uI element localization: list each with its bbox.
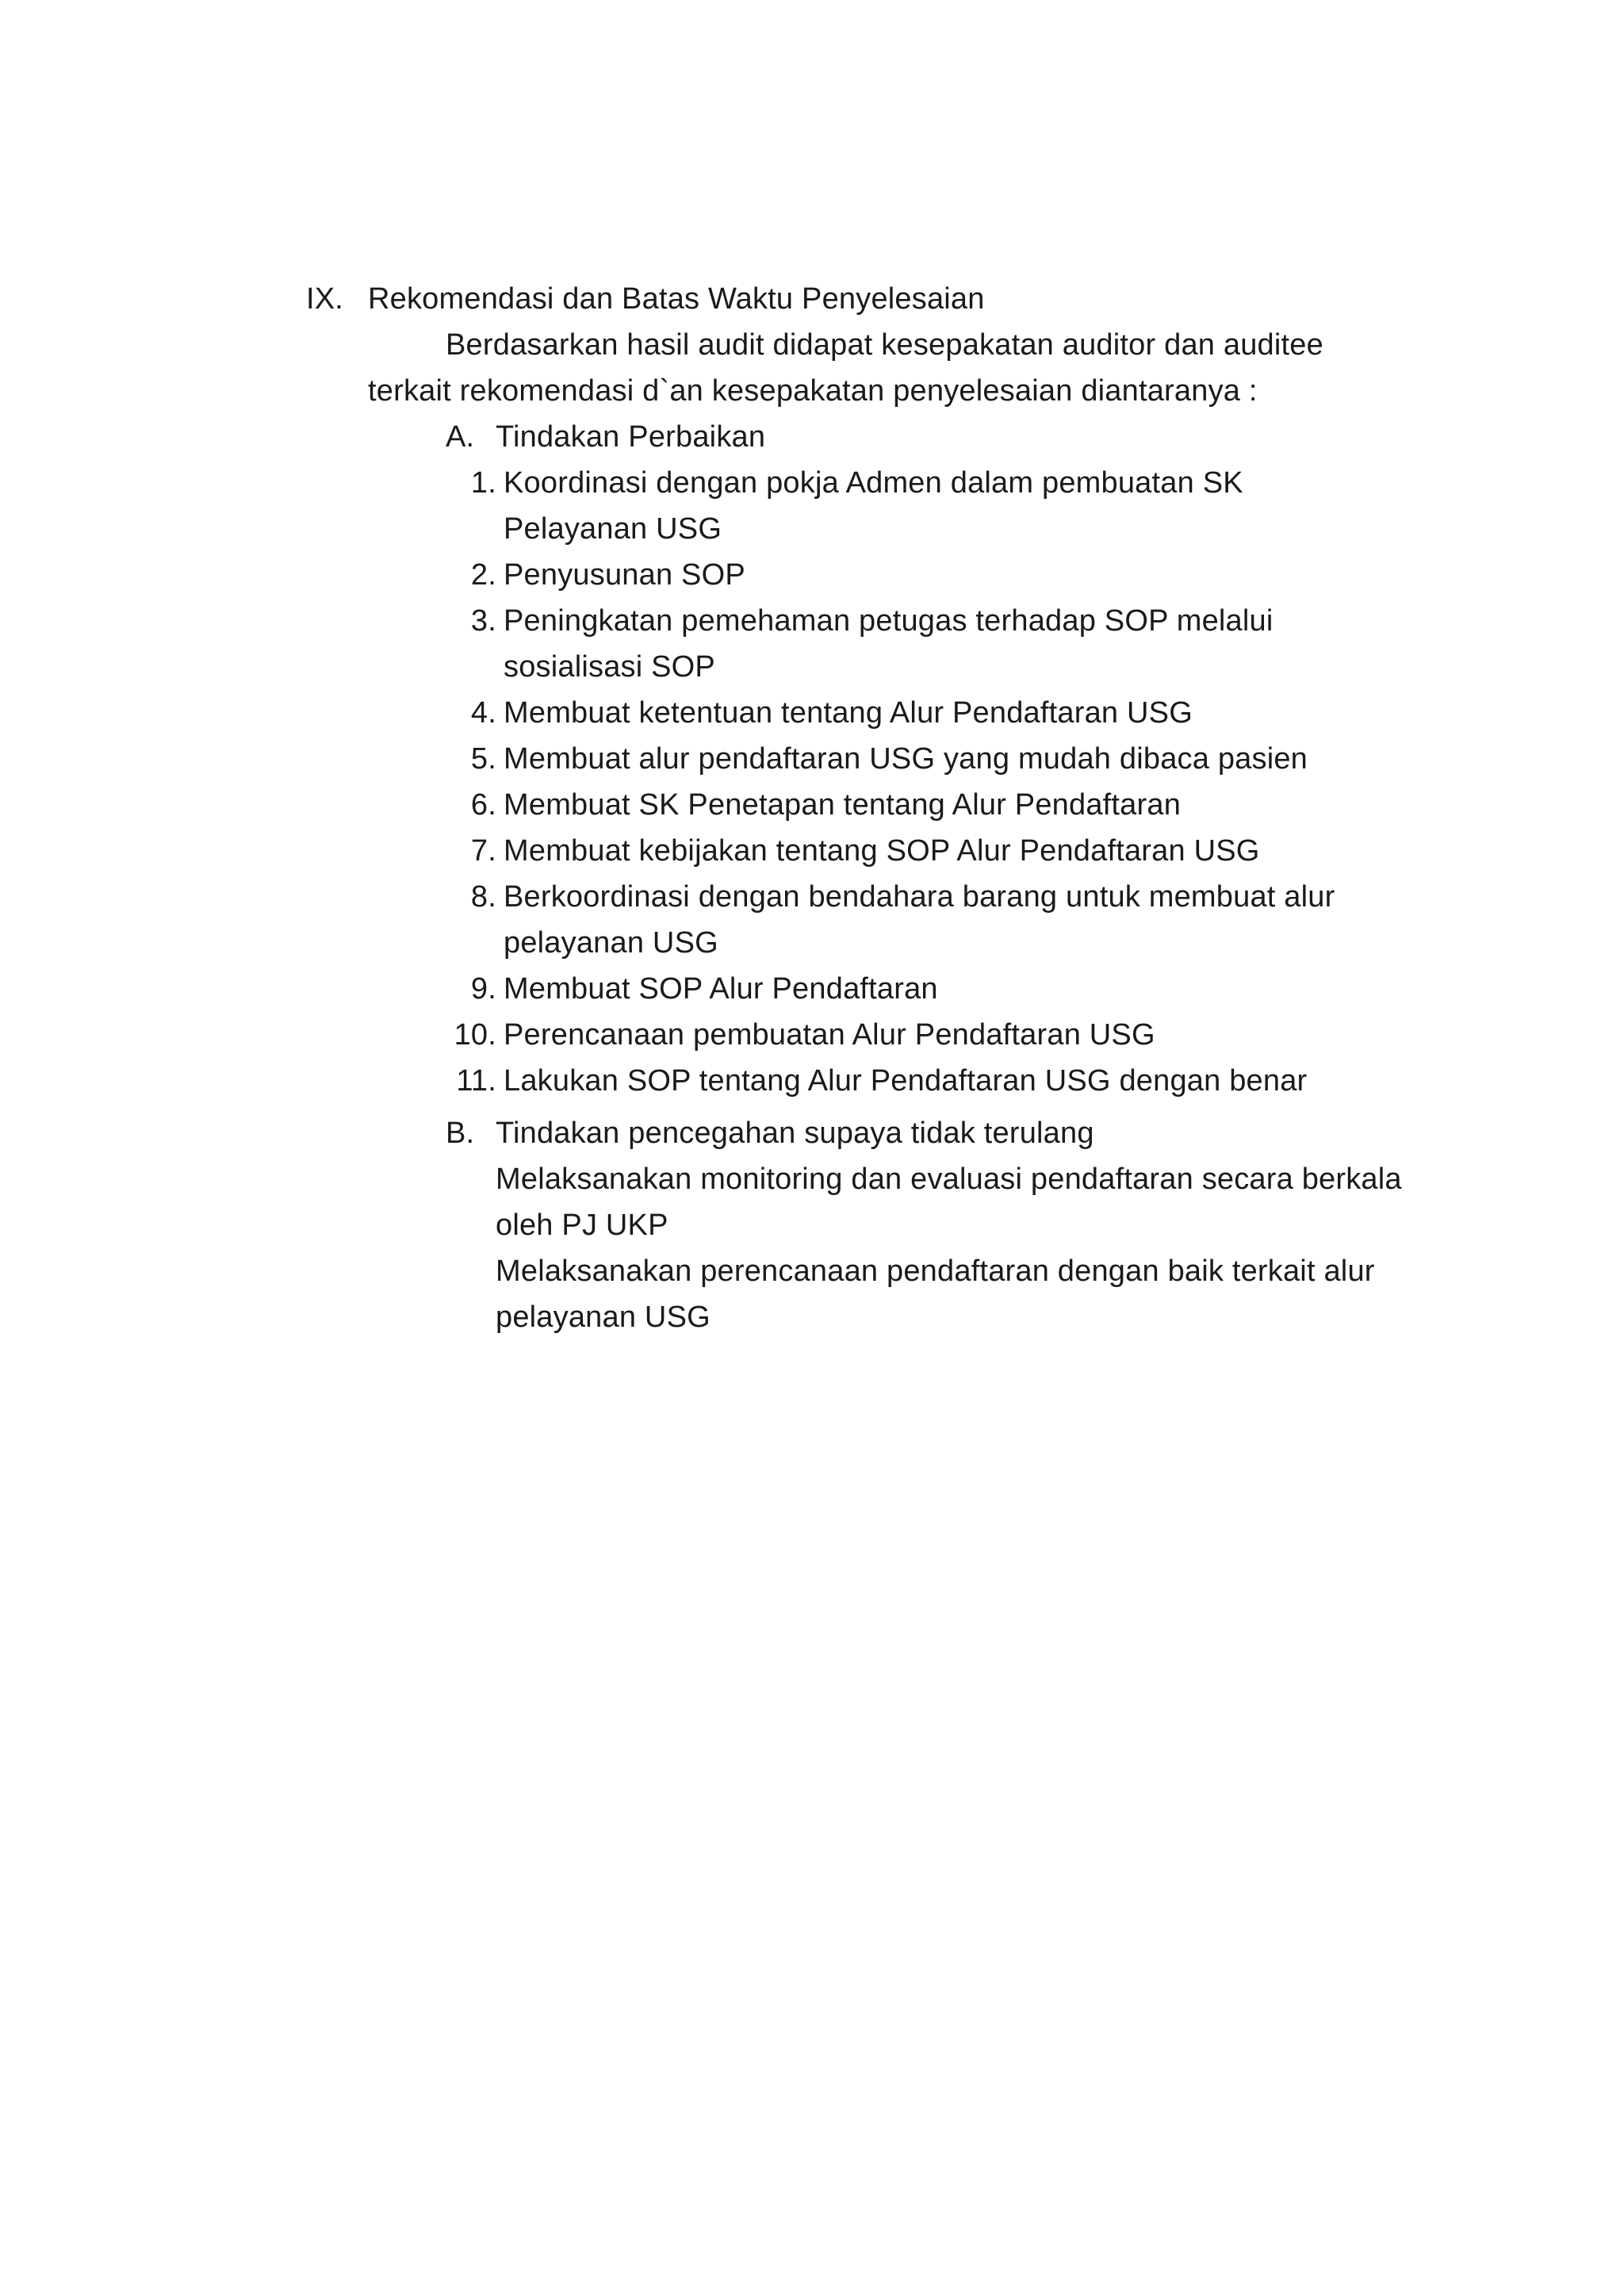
list-item-text: Membuat alur pendaftaran USG yang mudah dibaca pasien (504, 742, 1308, 776)
section-title: Rekomendasi dan Batas Waktu Penyelesaian (368, 282, 985, 316)
preventive-action-line: Melaksanakan perencanaan pendaftaran dengan baik terkait alur (496, 1255, 1375, 1288)
list-item-number: 10. (454, 1018, 496, 1052)
list-item-number: 6. (470, 788, 496, 822)
list-item-number: 3. (470, 604, 496, 638)
list-item-text: Membuat ketentuan tentang Alur Pendaftaran USG (504, 696, 1193, 730)
list-item-text: Lakukan SOP tentang Alur Pendaftaran USG dengan benar (504, 1064, 1308, 1098)
list-item-text: Membuat SOP Alur Pendaftaran (504, 972, 938, 1006)
list-item-text: Berkoordinasi dengan bendahara barang untuk membuat alur (504, 880, 1335, 914)
subsection-a-title: Tindakan Perbaikan (496, 420, 766, 454)
section-number: IX. (306, 282, 344, 316)
list-item-number: 2. (470, 558, 496, 592)
list-item-text: Peningkatan pemehaman petugas terhadap SOP melalui (504, 604, 1274, 638)
list-item-number: 5. (470, 742, 496, 776)
list-item-number: 1. (470, 466, 496, 500)
list-item-text: Membuat SK Penetapan tentang Alur Pendaftaran (504, 788, 1182, 822)
list-item-text: Perencanaan pembuatan Alur Pendaftaran USG (504, 1018, 1155, 1052)
preventive-action-line: pelayanan USG (496, 1301, 710, 1334)
intro-paragraph-line-1: Berdasarkan hasil audit didapat kesepakatan auditor dan auditee (446, 328, 1323, 362)
list-item-number: 11. (456, 1064, 496, 1098)
list-item-text: pelayanan USG (504, 926, 718, 960)
intro-paragraph-line-2: terkait rekomendasi d`an kesepakatan penyelesaian diantaranya : (368, 374, 1258, 408)
subsection-b-title: Tindakan pencegahan supaya tidak terulang (496, 1117, 1094, 1150)
list-item-number: 9. (470, 972, 496, 1006)
list-item-text: Pelayanan USG (504, 512, 722, 546)
preventive-action-line: oleh PJ UKP (496, 1209, 668, 1242)
list-item-number: 7. (470, 834, 496, 868)
subsection-b-letter: B. (446, 1117, 475, 1150)
list-item-number: 8. (470, 880, 496, 914)
preventive-action-line: Melaksanakan monitoring dan evaluasi pendaftaran secara berkala (496, 1163, 1402, 1196)
list-item-text: Koordinasi dengan pokja Admen dalam pembuatan SK (504, 466, 1243, 500)
list-item-number: 4. (470, 696, 496, 730)
list-item-text: sosialisasi SOP (504, 650, 715, 684)
list-item-text: Penyusunan SOP (504, 558, 745, 592)
list-item-text: Membuat kebijakan tentang SOP Alur Pendaftaran USG (504, 834, 1260, 868)
subsection-a-letter: A. (446, 420, 475, 454)
